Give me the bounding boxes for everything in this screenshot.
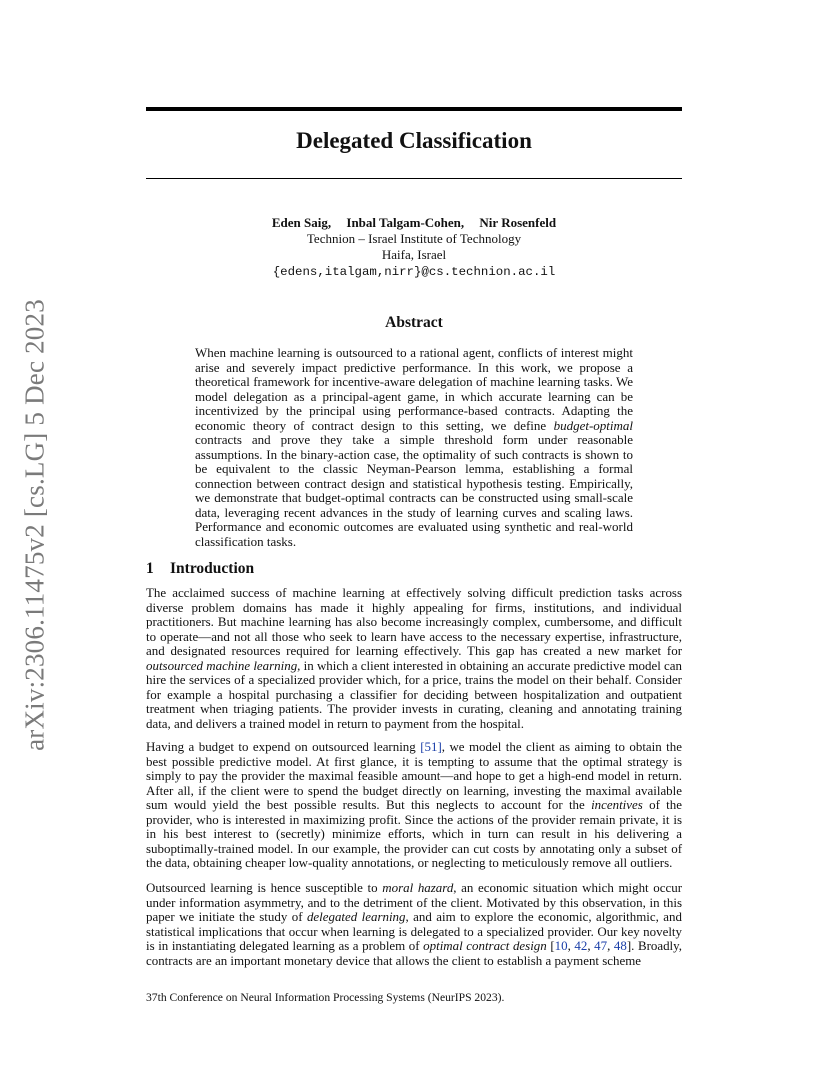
abstract-emphasis: budget-optimal — [553, 417, 633, 433]
title-bottom-rule — [146, 178, 682, 179]
text-run: , in which a client interested in obtaining an accurate predictive model can hire the services of a specialized provider which, for a price, trains the model on their behalf. Consider for example a hospital purchasing a classifier for deciding between hospitalization and outpatient treatment when triaging patients. The provider invests in curating, cleaning and annotating training data, and delivers a trained model in return to payment from the hospital. — [146, 657, 682, 731]
emphasis: optimal contract design — [423, 938, 547, 953]
text-run: , and aim to explore the economic, algorithmic, and statistical implications that occur when learning is delegated to a specialized provider. Our key novelty is in instantiating delegated learning as a problem of — [146, 909, 682, 953]
emphasis: incentives — [591, 797, 643, 812]
arxiv-sidebar-stamp — [18, 290, 52, 760]
citation-link[interactable]: 48 — [613, 938, 627, 953]
section-number: 1 — [146, 560, 154, 577]
location: Haifa, Israel — [381, 247, 447, 263]
author-emails: {edens,italgam,nirr}@cs.technion.ac.il — [272, 264, 556, 279]
emphasis: outsourced machine learning — [146, 657, 298, 673]
author-block — [146, 215, 682, 280]
arxiv-id: arXiv:2306.11475v2 [cs.LG] 5 Dec 2023 — [19, 299, 50, 751]
text-run: Having a budget to expend on outsourced learning — [146, 739, 421, 754]
conference-footnote: 37th Conference on Neural Information Processing Systems (NeurIPS 2023). — [146, 991, 505, 1004]
intro-paragraph-1 — [146, 586, 682, 731]
section-title: Introduction — [170, 560, 255, 577]
citation-link[interactable]: [51] — [420, 739, 442, 754]
author-names — [146, 215, 682, 231]
author-name: Eden Saig, — [271, 215, 332, 230]
text-run: , an economic situation which might occur under information asymmetry, and to the detriment of the client. Motivated by this observation, in this paper we initiate the study of — [146, 880, 683, 924]
text-run: ]. Broadly, contracts are an important monetary device that allows the client to establish a payment scheme — [146, 938, 683, 968]
abstract-part: contracts and prove they take a simple threshold form under reasonable assumptions. In the binary-action case, the optimality of such contracts is shown to be equivalent to the classic Neyman-Pearson lemma, establishing a formal connection between contract design and statistical hypothesis testing. Empirically, we demonstrate that budget-optimal contracts can be constructed using small-scale data, leveraging recent advances in the study of learning curves and scaling laws. Performance and economic outcomes are evaluated using synthetic and real-world classification tasks. — [195, 432, 633, 549]
author-name: Inbal Talgam-Cohen, — [346, 215, 465, 230]
emphasis: moral hazard — [382, 880, 454, 895]
abstract-text — [195, 346, 633, 549]
citation-link[interactable]: 42 — [574, 938, 588, 953]
intro-paragraph-3: Outsourced learning is hence susceptible to moral hazard, an economic situation which might occur under information asymmetry, and to the detriment of the client. Motivated by this observation, in this paper we initiate the study of delegated learning, and aim to explore the economic, algorithmic, and statistical implications that occur when learning is delegated to a specialized provider. Our key novelty is in instantiating delegated learning as a problem of optimal contract design [10, 42, 47, 48]. Broadly, contracts are an important monetary device that allows the client to establish a payment scheme — [146, 880, 683, 968]
abstract-heading: Abstract — [385, 314, 443, 331]
section-heading-introduction — [146, 560, 254, 578]
text-run: , we model the client as aiming to obtain the best possible predictive model. At first glance, it is tempting to assume that the optimal strategy is simply to pay the provider the maximal feasible amount—and hope to get a high-end model in return. After all, if the client were to spend the budget directly on learning, investing the maximal available sum would yield the best possible results. But this neglects to account for the — [146, 739, 682, 812]
text-run: Outsourced learning is hence susceptible to — [146, 880, 383, 895]
text-run: The acclaimed success of machine learning at effectively solving difficult prediction tasks across diverse problem domains has made it highly appealing for firms, institutions, and individual practitioners. But machine learning has also become increasingly complex, cumbersome, and difficult to operate—and not all those who seek to learn have access to the necessary expertise, infrastructure, and designated resources required for learning effectively. This gap has created a new market for — [146, 585, 682, 658]
affiliation: Technion – Israel Institute of Technology — [306, 231, 522, 247]
title-top-rule — [146, 107, 682, 111]
intro-paragraph-2 — [146, 740, 682, 871]
author-name: Nir Rosenfeld — [479, 215, 557, 230]
emphasis: delegated learning — [306, 909, 406, 924]
text-run: of the provider, who is interested in maximizing profit. Since the actions of the provider remain private, it is in his best interest to (secretly) minimize efforts, which in turn can result in his delivering a suboptimally-trained model. In our example, the provider can cut costs by annotating only a subset of the data, obtaining cheaper low-quality annotations, or neglecting to meticulously remove all outliers. — [146, 797, 682, 870]
paper-title: Delegated Classification — [296, 128, 532, 153]
citation-link[interactable]: 47 — [594, 938, 608, 953]
abstract-part: When machine learning is outsourced to a rational agent, conflicts of interest might arise and severely impact predictive performance. In this work, we propose a theoretical framework for incentive-aware delegation of machine learning tasks. We model delegation as a principal-agent game, in which accurate learning can be incentivized by the principal using performance-based contracts. Adapting the economic theory of contract design to this setting, we define — [195, 345, 633, 433]
citation-link[interactable]: 10 — [554, 938, 568, 953]
text-run: [ — [546, 938, 555, 953]
